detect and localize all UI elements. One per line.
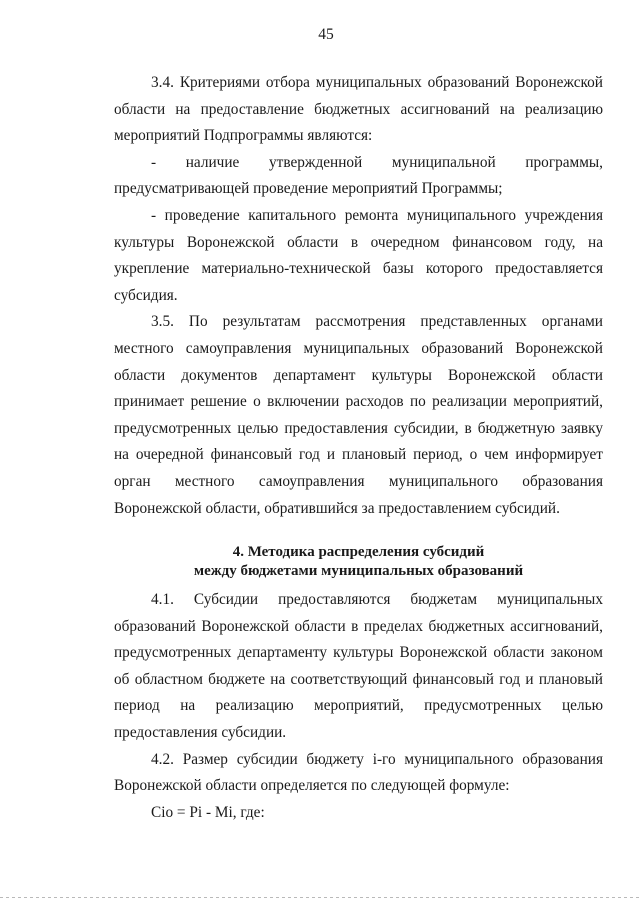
section-4-heading-line-2: между бюджетами муниципальных образований: [193, 563, 524, 580]
criteria-item-repair: - проведение капитального ремонта муниципального учреждения культуры Воронежской области в очередном финансовом году, на укрепление материально-технической базы которого предоставляется субсидия.: [114, 206, 603, 304]
page-number: 45: [318, 26, 334, 43]
scan-edge-line: [0, 897, 640, 898]
document-body: [114, 70, 603, 826]
paragraph-3-5: 3.5. По результатам рассмотрения представленных органами местного самоуправления муниципальных образований Воронежской области документов департамент культуры Воронежской области принимает решение о включении расходов по реализации мероприятий, предусмотренных целью предоставления субсидии, в бюджетную заявку на очередной финансовый год и плановый период, о чем информирует орган местного самоуправления муниципального образования Воронежской области, обратившийся за предоставлением субсидий.: [114, 313, 603, 517]
paragraph-3-4: 3.4. Критериями отбора муниципальных образований Воронежской области на предоставление бюджетных ассигнований на реализацию мероприятий Подпрограммы являются:: [114, 74, 603, 145]
section-4-heading-line-1: 4. Методика распределения субсидий: [232, 544, 485, 561]
section-4-heading: [114, 543, 603, 581]
subsidy-formula: Сio = Pi - Mi, где:: [151, 803, 265, 821]
paragraph-4-2: 4.2. Размер субсидии бюджету i-го муниципального образования Воронежской области определяется по следующей формуле:: [114, 750, 603, 795]
paragraph-4-1: 4.1. Субсидии предоставляются бюджетам муниципальных образований Воронежской области в пределах бюджетных ассигнований, предусмотренных департаменту культуры Воронежской области законом об областном бюджете на соответствующий финансовый год и плановый период на реализацию мероприятий, предусмотренных целью предоставления субсидии.: [114, 591, 603, 742]
criteria-item-program: - наличие утвержденной муниципальной программы, предусматривающей проведение мероприятий Программы;: [114, 153, 603, 198]
